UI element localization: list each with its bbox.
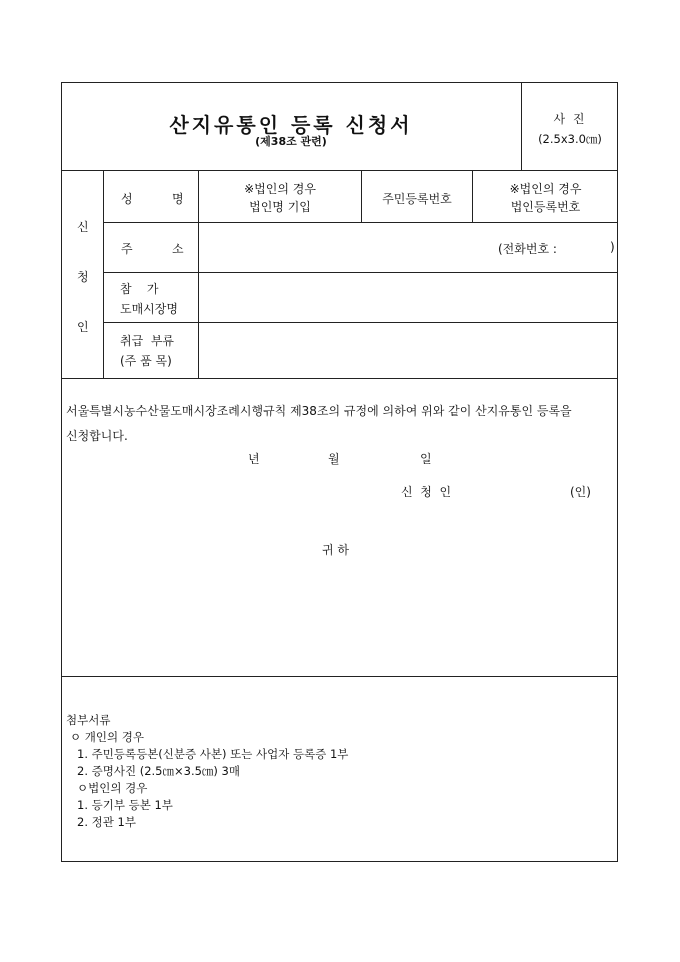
corp-name-note-line2: 법인명 기입 [249, 200, 311, 214]
divider-section-label [103, 170, 104, 378]
applicant-section-char-2: 청 [77, 270, 89, 284]
form-subtitle: (제38조 관련) [255, 135, 327, 148]
declaration-statement: 서울특별시농수산물도매시장조례시행규칙 제38조의 규정에 의하여 위와 같이 산지유통인 등록을 [66, 404, 572, 418]
individual-item-2: 2. 증명사진 (2.5㎝×3.5㎝) 3매 [77, 764, 240, 778]
photo-label: 사 진 [553, 112, 587, 126]
photo-size: (2.5x3.0㎝) [538, 132, 602, 146]
items-label-line2: (주 품 목) [120, 354, 172, 368]
form-title: 산지유통인 등록 신청서 [169, 113, 413, 137]
recipient-label: 귀 하 [322, 543, 349, 557]
individual-heading: ㅇ 개인의 경우 [70, 730, 144, 744]
divider-row-market [103, 322, 618, 323]
address-label-second: 소 [172, 242, 184, 256]
divider-row-name [103, 222, 618, 223]
market-label-line1: 참 가 [120, 282, 159, 296]
applicant-section-char-3: 인 [77, 320, 89, 334]
corporate-item-2: 2. 정관 1부 [77, 815, 136, 829]
name-label-first: 성 [121, 192, 133, 206]
divider-applicant-section [61, 378, 618, 379]
phone-label: (전화번호 : [498, 242, 557, 256]
corp-name-note-line1: ※법인의 경우 [244, 182, 316, 196]
date-day-label: 일 [420, 452, 432, 466]
individual-item-1: 1. 주민등록등본(신분증 사본) 또는 사업자 등록증 1부 [77, 747, 349, 761]
applicant-signature-label: 신 청 인 [401, 485, 452, 499]
corp-reg-note-line1: ※법인의 경우 [509, 182, 582, 196]
corp-reg-note-line2: 법인등록번호 [510, 200, 581, 214]
seal-mark: (인) [570, 485, 591, 499]
name-label-second: 명 [172, 192, 184, 206]
declaration-statement-end: 신청합니다. [66, 429, 128, 443]
divider-row-address [103, 272, 618, 273]
phone-close-paren: ) [610, 240, 615, 254]
address-label-first: 주 [121, 242, 133, 256]
date-month-label: 월 [328, 452, 340, 466]
divider-declaration-section [61, 676, 618, 677]
corporate-heading: ㅇ법인의 경우 [77, 781, 148, 795]
divider-header [61, 170, 618, 171]
items-label-line1: 취급 부류 [120, 334, 174, 348]
date-year-label: 년 [248, 452, 260, 466]
market-label-line2: 도매시장명 [120, 302, 178, 316]
corporate-item-1: 1. 등기부 등본 1부 [77, 798, 173, 812]
resident-number-label: 주민등록번호 [382, 192, 452, 206]
attachments-title: 첨부서류 [66, 713, 111, 727]
applicant-section-char-1: 신 [77, 220, 89, 234]
